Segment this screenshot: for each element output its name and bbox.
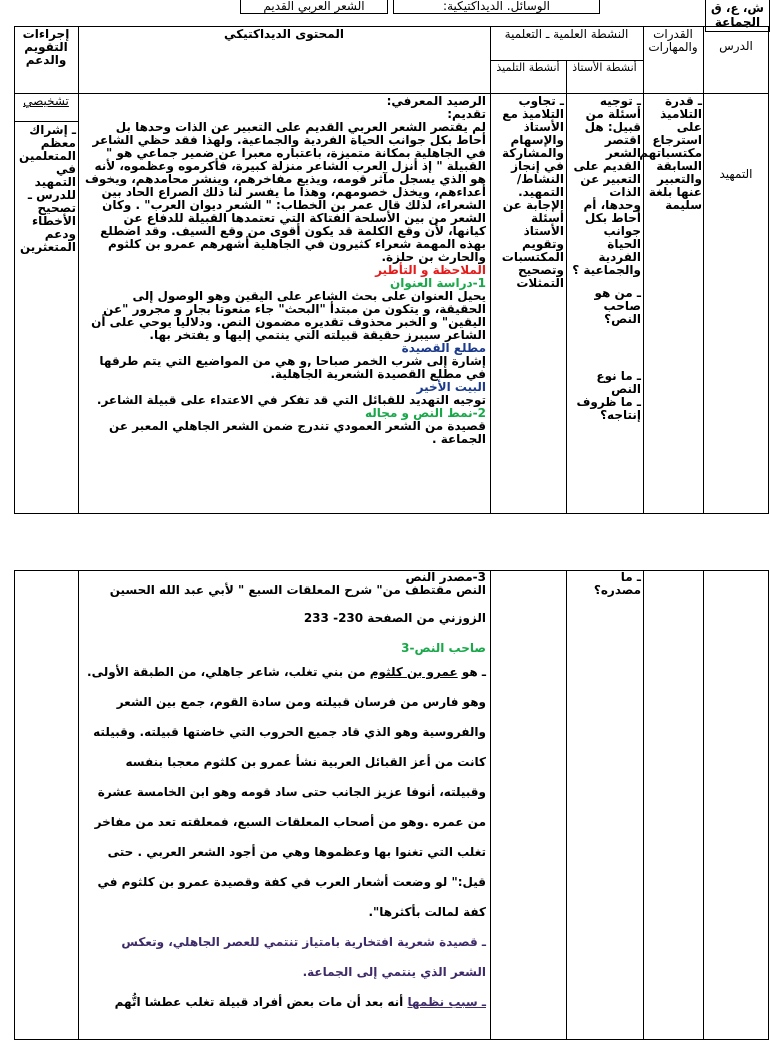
- author-heading: صاحب النص-3: [401, 641, 486, 655]
- teacher-question-source: ـ ما مصدره؟: [593, 570, 641, 597]
- content-column-1: [84, 95, 486, 511]
- teacher-question-2: ـ من هو صاحب النص؟: [594, 286, 641, 326]
- corner-line2: الجماعة: [714, 15, 761, 29]
- source-heading: 3-مصدر النص: [405, 570, 486, 584]
- header-title-box: [240, 0, 388, 14]
- title-study-text: يحيل العنوان على بحث الشاعر على اليقين وهو الوصول إلى الحقيقة، و يتكون من مبتدأ "البحث" جاء منعوتا بجار و مجرور "عن اليقين" و الخبر محذوف تقديره مضمون النص. ودلاليا يوحي على أن الشاعر سيبرز حقيقة قبيلته التي ينتمي إليها و يفتخر بها.: [91, 289, 486, 342]
- last-verse-heading: البيت الأخير: [416, 380, 486, 394]
- poem-description: ـ قصيدة شعرية افتخارية بامتياز تنتمي للعصر الجاهلي، وتعكس الشعر الذي ينتمي إلى الجماعة.: [121, 935, 486, 979]
- text-type-text: قصيدة من الشعر العمودي تندرج ضمن الشعر الجاهلي المعبر عن الجماعة .: [109, 419, 486, 446]
- teacher-question-3: ـ ما نوع النص: [596, 369, 641, 396]
- poem-opening-text: إشارة إلى شرب الخمر صباحا ,و هي من المواضيع التي يتم طرقها في مطلع القصيدة الشعرية الجاهلية.: [99, 354, 486, 381]
- intro-text: لم يقتصر الشعر العربي القديم على التعبير عن الذات وحدها بل أحاط بكل جوانب الحياة الفردية والجماعية. ولهذا فقد حظي الشاعر في الجاهلية بمكانة متميزة، باعتباره معبرا عن ضمير جماعي هو " القبيلة " إذ أنزل العرب الشاعر منزلة كبيرة، فأكرموه وعظموه، لأنه هو الذي يسجل مآثر قومه، ويذيع مفاخرهم، وينشر محامدهم، ويخوف أعداءهم، ويخذل خصومهم، وهذا ما يفسر لنا ذلك الصراع الحاد بين الشعراء، لذلك قال عمر بن الخطاب: " الشعر ديوان العرب" . وكان الشعر من بين الأسلحة الفتاكة التي تعتمدها القبيلة للدفاع عن كيانها، لأن وقع الكلمة قد يكون أقوى من وقع السيف. وقد اضطلع بهذه المهمة شعراء كثيرون في الجاهلية أشهرهم عمرو بن كلثوم والحارث بن حلزة.: [84, 120, 486, 264]
- teacher-activities-1: [570, 95, 641, 505]
- assessment-title: تشخيصي: [23, 94, 69, 108]
- text-type-heading: 2-نمط النص و مجاله: [365, 406, 486, 420]
- header-lesson: الدرس: [719, 39, 753, 53]
- header-activities: النشطة العلمية ـ التعلمية: [504, 27, 629, 41]
- course-title-fragment: الشعر العربي القديم: [263, 0, 365, 13]
- content-column-2: [84, 571, 486, 1024]
- abilities-text: ـ قدرة التلاميذ على استرجاع مكتسباتهم السابقة والتعبير عنها بلغة سليمة: [639, 94, 702, 212]
- teacher-question-4: ـ ما ظروف إنتاجه؟: [576, 395, 641, 422]
- header-abilities: القدرات والمهارات: [648, 27, 698, 54]
- corner-line1: ش، ع، ق: [711, 1, 764, 15]
- header-student-activities: أنشطة التلميذ: [496, 61, 560, 74]
- student-activities-text: ـ تجاوب التلاميذ مع الأستاذ والإسهام والمشاركة في إنجاز النشاط/ التمهيد. الإجابة عن أسئلة الأستاذ وتقويم المكتسبات وتصحيح التمثلات: [501, 94, 564, 290]
- header-content: المحتوى الديداكتيكي: [224, 27, 344, 41]
- prior-knowledge-title: الرصيد المعرفي:: [386, 94, 486, 108]
- reason-heading: ـ سبب نظمها: [407, 995, 486, 1009]
- title-study-heading: 1-دراسة العنوان: [390, 276, 486, 290]
- tools-label: الوسائل. الديداكتيكية:: [443, 0, 550, 13]
- last-verse-text: توجيه التهديد للقبائل التي قد تفكر في الاعتداء على قبيلة الشاعر.: [96, 393, 486, 407]
- lesson-stage: التمهيد: [719, 167, 753, 181]
- reason-paragraph: ـ سبب نظمها أنه بعد أن مات بعض أفراد قبيلة تغلب عطشا اتُّهم: [114, 995, 486, 1009]
- header-assessment: إجراءات التقويم والدعم: [22, 27, 70, 67]
- source-line-2: الزوزني من الصفحة 230- 233: [303, 611, 486, 625]
- author-name: عمرو بن كلثوم: [369, 665, 458, 679]
- author-paragraph: ـ هو عمرو بن كلثوم من بني تغلب، شاعر جاهلي، من الطبقة الأولى. وهو فارس من فرسان قبيلته ومن سادة القوم، جمع بين الشعر والفروسية وهو الذي قاد جميع الحروب التي خاضتها قبيلته. وقبيلته كانت من أعز القبائل العربية نشأ عمرو بن كلثوم معجبا بنفسه وقبيلته، أنوفا عزيز الجانب حتى ساد قومه وهو ابن الخامسة عشرة من عمره .وهو من أصحاب المعلقات السبع، فمعلقته تعد من مفاخر تغلب التي تغنوا بها وعظموها وهي من أجود الشعر العربي . حتى قيل:" لو وضعت أشعار العرب في كفة وقصيدة عمرو بن كلثوم في كفة لمالت بأكثرها".: [87, 665, 486, 919]
- teacher-question-1: ـ توجيه أسئلة من قبيل: هل اقتصر الشعر القديم على التعبير عن الذات وحدها، أم أحاط بكل جوانب الحياة الفردية والجماعية ؟: [572, 94, 641, 277]
- header-teacher-activities: أنشطة الأستاذ: [572, 61, 637, 74]
- tools-box: [393, 0, 600, 14]
- intro-title: تقديم:: [447, 107, 486, 121]
- source-line-1: النص مقتطف من" شرح المعلقات السبع " لأبي عبد الله الحسين: [109, 583, 486, 597]
- observation-title: الملاحظة و التأطير: [375, 263, 486, 277]
- assessment-text: ـ إشراك معظم المتعلمين في التمهيد للدرس ـ تصحيح الأخطاء ودعم المتعثرين: [19, 123, 76, 254]
- poem-opening-heading: مطلع القصيدة: [401, 341, 486, 355]
